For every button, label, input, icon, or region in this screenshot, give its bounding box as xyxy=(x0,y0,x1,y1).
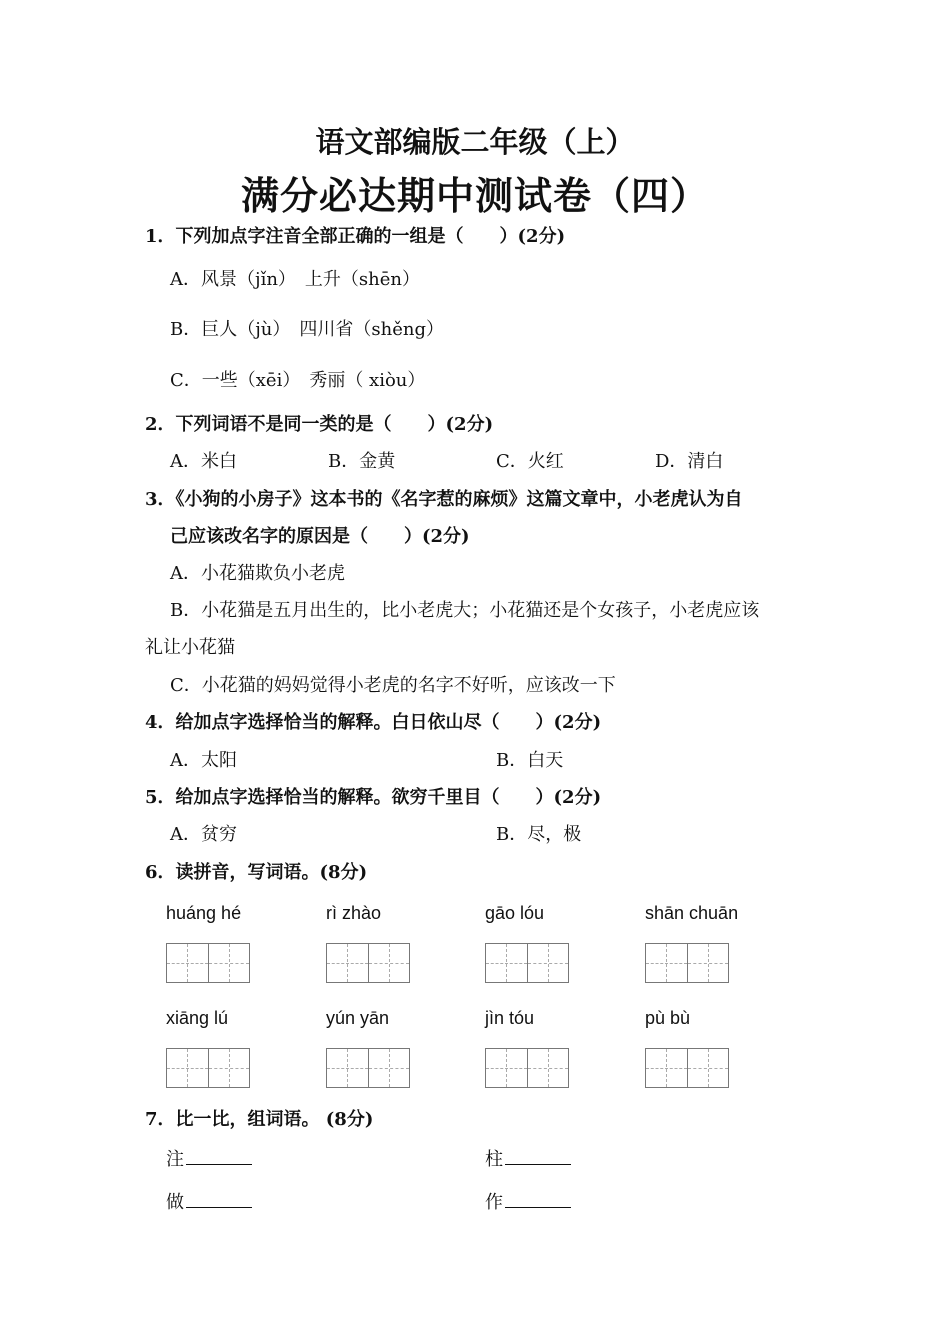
q4-option-b: B．白天 xyxy=(496,750,564,771)
q1-option-c: C．一些（xēi） 秀丽（ xiòu） xyxy=(170,370,426,391)
question-2: 2．下列词语不是同一类的是（ ）(2分) xyxy=(145,414,494,435)
answer-blank[interactable] xyxy=(505,1191,571,1208)
pinyin-label: rì zhào xyxy=(326,903,382,923)
q1-option-b: B．巨人（jù） 四川省（shěng） xyxy=(170,319,444,340)
pinyin-label: xiāng lú xyxy=(166,1008,229,1028)
writing-grid[interactable] xyxy=(166,1048,250,1088)
q3-option-b-cont: 礼让小花猫 xyxy=(145,637,235,658)
pinyin-label: shān chuān xyxy=(645,903,739,923)
pinyin-label: huáng hé xyxy=(166,903,242,923)
question-3-line1: 3．《小狗的小房子》这本书的《名字惹的麻烦》这篇文章中，小老虎认为自 xyxy=(145,489,743,510)
compare-item xyxy=(166,1145,252,1171)
compare-item xyxy=(166,1188,252,1214)
q5-option-a: A．贫穷 xyxy=(170,824,237,845)
q4-option-a: A．太阳 xyxy=(170,750,237,771)
q2-option-d: D．清白 xyxy=(655,451,724,472)
q3-option-a: A．小花猫欺负小老虎 xyxy=(170,563,345,584)
q2-option-b: B．金黄 xyxy=(328,451,396,472)
q5-option-b: B．尽，极 xyxy=(496,824,582,845)
writing-grid[interactable] xyxy=(645,1048,729,1088)
compare-item xyxy=(485,1145,571,1171)
compare-char: 作 xyxy=(485,1192,503,1213)
q1-option-a: A．风景（jǐn） 上升（shēn） xyxy=(170,269,421,290)
question-5: 5．给加点字选择恰当的解释。欲穷千里目（ ）(2分) xyxy=(145,787,602,808)
answer-blank[interactable] xyxy=(186,1191,252,1208)
question-1: 1．下列加点字注音全部正确的一组是（ ）(2分) xyxy=(145,226,566,247)
q2-option-c: C．火红 xyxy=(496,451,564,472)
compare-char: 注 xyxy=(166,1149,184,1170)
writing-grid[interactable] xyxy=(326,1048,410,1088)
pinyin-label: pù bù xyxy=(645,1008,691,1028)
question-6: 6．读拼音，写词语。(8分) xyxy=(145,862,368,883)
pinyin-label: gāo lóu xyxy=(485,903,545,923)
compare-char: 做 xyxy=(166,1192,184,1213)
pinyin-label: yún yān xyxy=(326,1008,390,1028)
writing-grid[interactable] xyxy=(485,943,569,983)
writing-grid[interactable] xyxy=(645,943,729,983)
answer-blank[interactable] xyxy=(505,1148,571,1165)
answer-blank[interactable] xyxy=(186,1148,252,1165)
pinyin-label: jìn tóu xyxy=(485,1008,535,1028)
title-exam: 满分必达期中测试卷（四） xyxy=(240,173,709,218)
q3-option-c: C．小花猫的妈妈觉得小老虎的名字不好听，应该改一下 xyxy=(170,675,616,696)
q3-option-b: B．小花猫是五月出生的，比小老虎大；小花猫还是个女孩子，小老虎应该 xyxy=(170,600,760,621)
title-grade: 语文部编版二年级（上） xyxy=(315,125,635,159)
question-7: 7．比一比，组词语。 (8分) xyxy=(145,1109,374,1130)
compare-item xyxy=(485,1188,571,1214)
question-3-line2: 己应该改名字的原因是（ ）(2分) xyxy=(170,526,470,547)
writing-grid[interactable] xyxy=(166,943,250,983)
compare-char: 柱 xyxy=(485,1149,503,1170)
writing-grid[interactable] xyxy=(326,943,410,983)
question-4: 4．给加点字选择恰当的解释。白日依山尽（ ）(2分) xyxy=(145,712,602,733)
writing-grid[interactable] xyxy=(485,1048,569,1088)
q2-option-a: A．米白 xyxy=(170,451,237,472)
